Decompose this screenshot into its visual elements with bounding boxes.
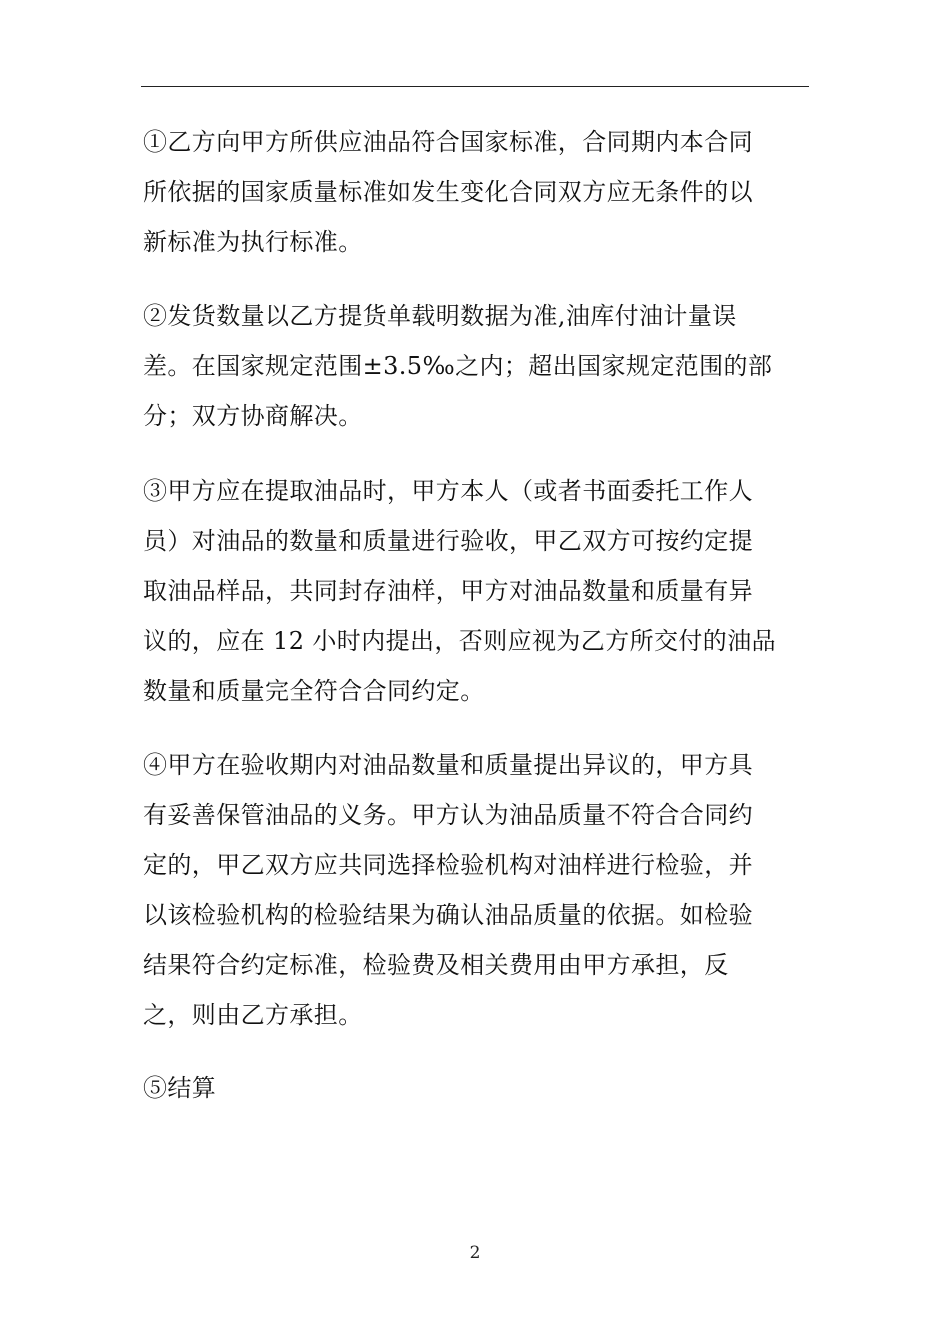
text-line: 结果符合约定标准，检验费及相关费用由甲方承担，反 xyxy=(143,951,729,979)
text-line: 数量和质量完全符合合同约定。 xyxy=(143,677,485,705)
page-number: 2 xyxy=(469,1243,481,1263)
header-rule xyxy=(141,86,809,87)
text-line: 取油品样品，共同封存油样，甲方对油品数量和质量有异 xyxy=(143,577,753,605)
text-line: 以该检验机构的检验结果为确认油品质量的依据。如检验 xyxy=(143,901,753,929)
text-line: 新标准为执行标准。 xyxy=(143,228,363,256)
text-line: ③甲方应在提取油品时，甲方本人（或者书面委托工作人 xyxy=(143,477,753,505)
text-line: 差。在国家规定范围±3.5‰之内；超出国家规定范围的部 xyxy=(143,352,773,380)
text-line: ②发货数量以乙方提货单载明数据为准,油库付油计量误 xyxy=(143,302,737,330)
text-line: 分；双方协商解决。 xyxy=(143,402,363,430)
text-line: 议的，应在 12 小时内提出，否则应视为乙方所交付的油品 xyxy=(143,627,776,655)
text-line: ④甲方在验收期内对油品数量和质量提出异议的，甲方具 xyxy=(143,751,753,779)
text-line: 定的，甲乙双方应共同选择检验机构对油样进行检验，并 xyxy=(143,851,753,879)
clause-1-paragraph xyxy=(143,117,753,267)
text-line: 之，则由乙方承担。 xyxy=(143,1001,363,1029)
clause-5-paragraph xyxy=(143,1063,216,1113)
text-line: 有妥善保管油品的义务。甲方认为油品质量不符合合同约 xyxy=(143,801,753,829)
clause-2-paragraph xyxy=(143,291,772,441)
section-heading: ⑤结算 xyxy=(143,1074,217,1102)
text-line: 所依据的国家质量标准如发生变化合同双方应无条件的以 xyxy=(143,178,753,206)
text-line: ①乙方向甲方所供应油品符合国家标准，合同期内本合同 xyxy=(143,128,753,156)
text-line: 员）对油品的数量和质量进行验收，甲乙双方可按约定提 xyxy=(143,527,753,555)
clause-4-paragraph xyxy=(143,740,753,1040)
clause-3-paragraph xyxy=(143,466,776,716)
